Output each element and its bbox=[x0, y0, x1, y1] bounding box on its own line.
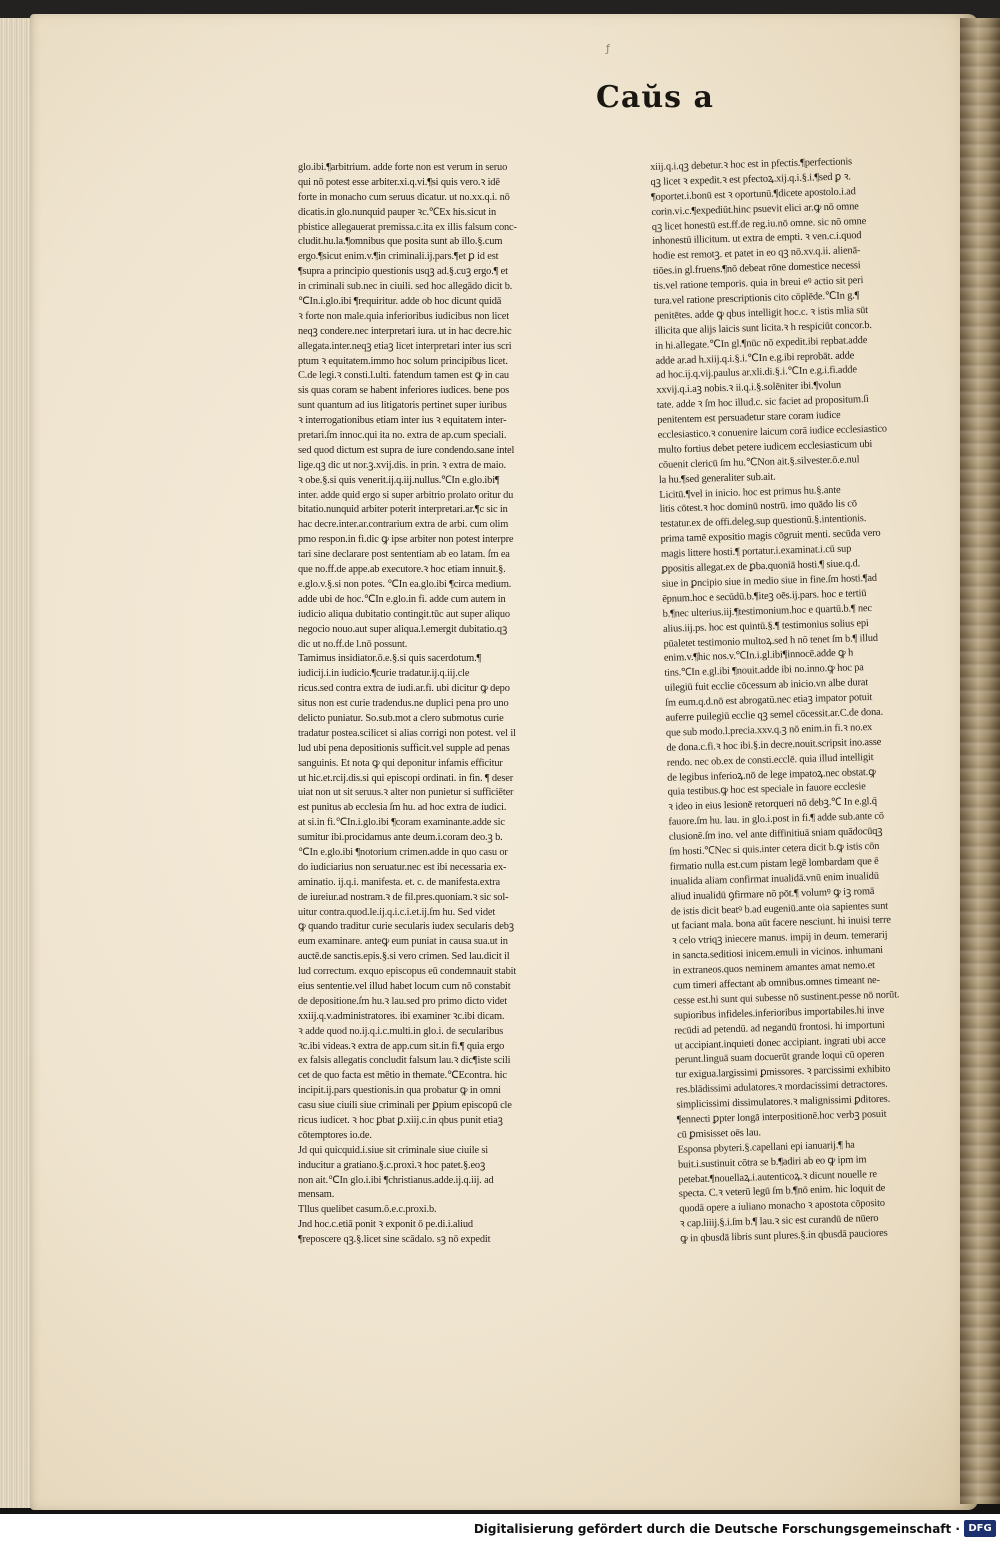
text-line: cesse est.hi sunt qui subesse nō sustinent.pesse nō norūt. bbox=[673, 989, 900, 1007]
text-line: situs non est curie tradendus.ne duplici pena pro uno bbox=[298, 698, 509, 710]
text-line: petebat.¶nouellaꝝ.i.autenticoꝝ.ꝛ dicunt nouelle re bbox=[678, 1168, 878, 1186]
text-line: do iudiciarius non seruatur.nec est ibi necessaria ex- bbox=[298, 861, 507, 873]
text-line: res.blādissimi adulatores.ꝛ mordacissimi detractores. bbox=[675, 1078, 888, 1096]
text-line: sumitur ibi.procidamus ante deum.i.coram deo.ꝫ b. bbox=[298, 832, 503, 844]
text-line: magis littere hosti.¶ portatur.i.examinat.i.cū sup bbox=[660, 543, 852, 561]
pencil-mark: ƒ bbox=[606, 42, 610, 55]
text-line: ricus iudicet. ꝛ hoc ꝑbat ꝑ.xiij.c.in qbus punit etiaꝫ bbox=[298, 1115, 503, 1126]
text-line: tur exigua.largissimi ꝑmissores. ꝛ parcissimi exhibito bbox=[675, 1063, 891, 1081]
text-line: negocio nouo.aut super aliqua.l.emergit dubitatio.qꝫ bbox=[298, 623, 508, 635]
text-line: de iureiur.ad nostram.ꝛ de fil.pres.quoniam.ꝛ sic sol- bbox=[298, 891, 509, 903]
text-line: tiōes.in gl.fruens.¶nō debeat rōne domestice necessi bbox=[652, 260, 861, 278]
text-line: ꝛ obe.§.si quis venerit.ij.q.iij.nullus.℃In e.glo.ibi¶ bbox=[298, 474, 500, 486]
text-line: inhonestū illicitum. ut extra de empti. ꝛ ven.c.i.quod bbox=[652, 230, 862, 248]
text-line: rendo. nec ob.ex de consti.ecclē. quia illud intelligit bbox=[666, 751, 874, 769]
text-line: hodie est remotꝫ. et patet in eo qꝫ nō.xv.q.ii. alienā- bbox=[652, 245, 861, 263]
text-line: ℃In.i.glo.ibi ¶requiritur. adde ob hoc dicunt quidā bbox=[298, 296, 502, 308]
left-text-column bbox=[298, 161, 606, 1248]
text-line: illicita que alijs laicis sunt licita.ꝛ h respiciūt concor.b. bbox=[654, 319, 872, 337]
text-line: ꝛ ideo in eius lesionē retorqueri nō debꝫ.℃ In e.gl.q̄ bbox=[667, 796, 877, 814]
text-line: cōuenit clericū ſm hu.℃Non ait.§.silvester.ō.e.nul bbox=[658, 454, 860, 471]
text-line: litis cōtest.ꝛ hoc dominū nostrū. imo quādo lis cō bbox=[659, 498, 857, 516]
text-line: pbistice allegauerat premissa.c.ita ex illis falsum conc- bbox=[298, 221, 517, 233]
text-line: siue in ꝑncipio siue in medio siue in fine.ſm hosti.¶ad bbox=[661, 572, 878, 590]
text-line: de legibus inferioꝝ.nō de lege impatoꝝ.nec obstat.ꝙ bbox=[667, 766, 876, 784]
text-line: cū ꝑmisisset oēs lau. bbox=[677, 1127, 762, 1141]
text-line: aminatio. ij.q.i. manifesta. et. c. de manifesta.extra bbox=[298, 876, 500, 888]
text-line: ptum ꝛ equitatem.immo hoc solum principibus licet. bbox=[298, 355, 508, 367]
text-line: ꝙ quando traditur curie secularis iudex secularis debꝫ bbox=[298, 921, 514, 933]
text-line: Jd qui quicquid.i.siue sit criminale siue ciuile si bbox=[298, 1144, 489, 1156]
text-line: tari sine declarare post sententiam ab eo latam. ſm ea bbox=[298, 549, 510, 561]
text-line: eius sententie.vel illud habet locum cum nō constabit bbox=[298, 980, 511, 992]
text-line: ¶ennecti ꝑpter longā interpositionē.hoc verbꝫ posuit bbox=[676, 1108, 887, 1126]
text-line: uilegiū fuit ecclie cōcessum ab inicio.vn albe durat bbox=[664, 677, 869, 694]
right-text-column bbox=[650, 153, 968, 1248]
text-line: auctē.de sanctis.epis.§.si vero crimen. Sed lau.dicit il bbox=[298, 951, 510, 963]
text-line: penitētes. adde ꝙ qbus intelligit hoc.c. ꝛ istis mlia sūt bbox=[654, 304, 869, 322]
text-line: adde ar.ad h.xiij.q.i.§.i.℃In e.g.ibi reprobāt. adde bbox=[655, 349, 855, 367]
text-line: ut accipiant.inquieti donec accipiant. ingrati ubi acce bbox=[674, 1034, 886, 1052]
text-line: cōtemptores io.de. bbox=[298, 1129, 372, 1141]
text-line: supioribus infideles.inferioribus importabiles.hi inve bbox=[673, 1004, 885, 1022]
text-line: in criminali sub.nec in ciuili. sed hoc allegādo dicit b. bbox=[298, 281, 513, 293]
text-line: ¶reposcere qꝫ.§.licet sine scādalo. sꝫ nō expedit bbox=[298, 1234, 491, 1246]
text-line: tate. adde ꝛ ſm hoc illud.c. sic faciet ad propositum.ſi bbox=[656, 394, 869, 412]
text-line: ꝙ in qbusdā libris sunt plures.§.in qbusdā pauciores bbox=[679, 1227, 888, 1245]
text-line: ꝛ interrogationibus etiam inter ius ꝛ equitatem inter- bbox=[298, 415, 507, 427]
text-line: auferre puilegiū ecclie qꝫ semel cōcessit.ar.C.de dona. bbox=[665, 706, 884, 724]
text-line: Tllus quelibet casum.ō.e.c.proxi.b. bbox=[298, 1204, 437, 1216]
text-line: uitur contra.quod.le.ij.q.i.c.i.et.ij.ſm hu. Sed videt bbox=[298, 906, 496, 918]
text-line: clusionē.ſm ino. vel ante diffinitiuā sniam quādocūqꝫ bbox=[668, 825, 883, 843]
text-line: uiat non ut sit seruus.ꝛ alter non punietur si sufficiēter bbox=[298, 787, 514, 799]
text-line: simplicissimi dissimulatores.ꝛ malignissimi ꝑditores. bbox=[676, 1093, 891, 1111]
text-line: C.de legi.ꝛ consti.l.ulti. fatendum tamen est ꝙ in cau bbox=[298, 370, 509, 382]
text-line: recūdi ad petendū. ad negandū frontosi. hi importuni bbox=[674, 1019, 886, 1037]
text-line: hac decre.inter.ar.contrarium extra de arbi. cum olim bbox=[298, 519, 509, 531]
text-line: in extraneos.quos neminem amantes amat nemo.et bbox=[672, 960, 876, 977]
text-line: xiij.q.i.qꝫ debetur.ꝛ hoc est in pfectis.¶perfectionis bbox=[650, 156, 853, 173]
text-line: b.¶nec ulterius.iij.¶testimonium.hoc e quartū.b.¶ nec bbox=[662, 602, 873, 620]
text-line: ſm hosti.℃Nec si quis.inter cetera dicit b.ꝙ istis cōn bbox=[669, 840, 880, 858]
text-line: lud ubi pena depositionis sufficit.vel supple ad penas bbox=[298, 742, 510, 754]
text-line: ꝛ forte non male.quia inferioribus iudicibus non licet bbox=[298, 310, 509, 322]
text-line: aliud inualidū ꝯfirmare nō pōt.¶ volumꝰ ꝙ iꝫ romā bbox=[670, 885, 875, 903]
text-line: qui nō potest esse arbiter.xi.q.vi.¶si quis vero.ꝛ idē bbox=[298, 176, 500, 188]
text-line: in hi.allegate.℃In gl.¶nūc nō expedit.ibi repbat.adde bbox=[655, 334, 868, 352]
text-line: que sub modo.l.precia.xxv.q.ꝫ nō enim.in fi.ꝛ no.ex bbox=[665, 721, 873, 739]
text-line: ¶supra a principio questionis usqꝫ ad.§.cuꝫ ergo.¶ et bbox=[298, 266, 508, 278]
text-line: pretari.ſm innoc.qui ita no. extra de ap.cum speciali. bbox=[298, 430, 507, 442]
text-line: buit.i.sustinuit cōtra se b.¶adiri ab eo ꝙ ipm im bbox=[677, 1154, 867, 1171]
text-line: ricus.sed contra extra de iudi.ar.fi. ubi dicitur ꝙ depo bbox=[298, 683, 510, 695]
running-head: Caŭs a bbox=[596, 80, 714, 115]
text-line: inualida aliam confirmat inualidā.vnū enim inualidū bbox=[669, 870, 879, 888]
text-line: Jnd hoc.c.etiā ponit ꝛ exponit ō pe.di.i.aliud bbox=[298, 1219, 473, 1231]
text-line: ex falsis allegatis concludit falsum lau.ꝛ dic¶iste scili bbox=[298, 1055, 511, 1067]
text-line: ergo.¶sicut enim.v.¶in criminali.ij.pars.¶et ꝑ id est bbox=[298, 251, 499, 263]
text-line: ¶oportet.i.bonū est ꝛ oportunū.¶dicete apostolo.i.ad bbox=[650, 186, 856, 203]
text-line: cludit.hu.la.¶omnibus que posita sunt ab illo.§.cum bbox=[298, 236, 503, 248]
text-line: tradatur postea.scilicet si alias corrigi non potest. vel il bbox=[298, 727, 516, 739]
text-line: quodā opere a iuliano monacho ꝛ apostota cōposito bbox=[679, 1198, 885, 1215]
text-line: iudicij.i.in iudicio.¶curie tradatur.ij.q.iij.cle bbox=[298, 668, 470, 680]
text-line: casu siue ciuili siue criminali per ꝑpium episcopū cle bbox=[298, 1100, 512, 1112]
text-line: ſm eum.q.d.nō est abrogatū.nec etiaꝫ impator potuit bbox=[664, 692, 873, 709]
text-line: delicto puniatur. So.sub.mot a clero submotus curie bbox=[298, 712, 504, 724]
text-line: sanguinis. Et nota ꝙ qui deponitur infamis efficitur bbox=[298, 757, 503, 769]
text-line: tis.vel ratione temporis. quia in breui eꝰ actio sit peri bbox=[653, 275, 864, 293]
text-line: que no.ff.de appe.ab executore.ꝛ hoc etiam innuit.§. bbox=[298, 564, 506, 576]
text-line: neqꝫ condere.nec interpretari iura. ut in hac decre.hic bbox=[298, 325, 512, 337]
text-line: Licitū.¶vel in inicio. hoc est primus hu.§.ante bbox=[659, 484, 841, 501]
text-line: cum timeri affectant ab omnibus.omnes timeant ne- bbox=[672, 974, 880, 992]
text-line: de dona.c.fi.ꝛ hoc ibi.§.in decre.nouit.scripsit ino.asse bbox=[666, 736, 882, 754]
text-line: non ait.℃In glo.i.ibi ¶christianus.adde.ij.q.iij. ad bbox=[298, 1174, 494, 1186]
text-line: testatur.ex de offi.deleg.sup questionū.§.intentionis. bbox=[660, 513, 867, 531]
text-line: iudicio aliqua dubitatio contingit.tūc aut super aliquo bbox=[298, 608, 510, 620]
text-line: bitatio.nunquid arbiter poterit interpretari.ar.¶c sic in bbox=[298, 504, 508, 516]
text-line: la hu.¶sed generaliter sub.ait. bbox=[658, 471, 776, 486]
text-line: cet de quo facta est mētio in themate.℃Econtra. hic bbox=[298, 1070, 507, 1082]
text-line: dic ut no.ff.de l.nō possunt. bbox=[298, 638, 408, 650]
text-line: ut faciant mala. bona aūt facere nesciunt. hi inuisi terre bbox=[671, 914, 891, 933]
text-line: qꝫ licet honestū est.ff.de reg.iu.nō omne. sic nō omne bbox=[651, 215, 867, 233]
text-line: ꝛ cap.liiij.§.i.ſm b.¶ lau.ꝛ sic est curandū de nūero bbox=[679, 1213, 879, 1230]
text-line: specta. C.ꝛ veterū legū ſm b.¶nō enim. hic loquit de bbox=[678, 1183, 886, 1201]
text-line: pūaletet testimonio multoꝝ.sed h nō tenet ſm b.¶ illud bbox=[663, 632, 879, 650]
text-line: qꝫ licet ꝛ expedit.ꝛ est pfectoꝝ.xij.q.i.§.i.¶sed ꝑ ꝛ. bbox=[650, 171, 851, 188]
text-line: ēpnum.hoc e secūdū.b.¶iteꝫ oēs.ij.pars. hoc e tertiū bbox=[662, 587, 867, 605]
text-line: Tamimus insidiator.ō.e.§.si quis sacerdotum.¶ bbox=[298, 653, 482, 665]
text-line: ꝛc.ibi videas.ꝛ extra de app.cum sit.in fi.¶ quia ergo bbox=[298, 1040, 505, 1052]
text-line: sunt quantum ad ius litigatoris pertinet super iuribus bbox=[298, 400, 507, 412]
text-line: forte in monacho cum seruus dicatur. ut no.xx.q.i. nō bbox=[298, 191, 510, 203]
text-line: lige.qꝫ dic ut nor.ꝫ.xvij.dis. in prin. ꝛ extra de maio. bbox=[298, 459, 506, 471]
text-line: quia testibus.ꝙ hoc est speciale in fauore ecclesie bbox=[667, 781, 866, 799]
text-line: inter. adde quid ergo si super arbitrio prolato oritur du bbox=[298, 489, 514, 501]
text-line: at si.in fi.℃In.i.glo.ibi ¶coram examinante.adde sic bbox=[298, 817, 505, 829]
text-line: sis quas coram se habent inferiores iudices. bene pos bbox=[298, 385, 510, 397]
text-line: ꝛ adde quod no.ij.q.i.c.multi.in glo.i. de secularibus bbox=[298, 1025, 504, 1037]
text-line: firmatio nulla est.cum pistam legē lombardam que ē bbox=[669, 855, 879, 873]
text-line: ut hic.et.rcij.dis.si qui episcopi ordinati. in fin. ¶ deser bbox=[298, 772, 514, 784]
text-line: allegata.inter.neqꝫ etiaꝫ licet interpretari inter ius scri bbox=[298, 340, 512, 352]
text-line: ecclesiastico.ꝛ conuenire laicum corā iudice ecclesiastico bbox=[657, 423, 888, 441]
text-line: prima tamē expositio magis cōgruit menti. secūda vero bbox=[660, 527, 881, 546]
text-line: perunt.linguā suam docuerūt grande loqui cū operen bbox=[674, 1049, 885, 1067]
text-line: eum examinare. anteꝙ eum puniat in causa sua.ut in bbox=[298, 936, 508, 948]
text-line: alius.iij.ps. hoc est quintū.§.¶ testimonius solius epi bbox=[662, 617, 869, 635]
text-line: corin.vi.c.¶expediūt.hinc psuevit elici ar.ꝙ nō omne bbox=[651, 200, 859, 218]
text-line: tins.℃In e.gl.ibi ¶nouit.adde ibi no.inno.ꝙ hoc pa bbox=[664, 662, 864, 680]
text-line: e.glo.v.§.si non potes. ℃In ea.glo.ibi ¶circa medium. bbox=[298, 578, 512, 590]
text-line: tura.vel ratione prescriptionis cito cōplēde.℃In g.¶ bbox=[653, 290, 860, 307]
text-line: ad hoc.ij.q.vij.paulus ar.xli.di.§.i.℃In e.g.i.fi.adde bbox=[655, 364, 858, 382]
text-line: Esponsa pbyteri.§.capellani epi ianuarij.¶ ha bbox=[677, 1139, 855, 1156]
text-line: ℃In e.glo.ibi ¶notorium crimen.adde in quo casu or bbox=[298, 846, 508, 858]
funding-notice: Digitalisierung gefördert durch die Deutsche Forschungsgemeinschaft · bbox=[473, 1522, 960, 1536]
text-line: fauore.ſm hu. lau. in glo.i.post in fi.¶ adde sub.ante cō bbox=[668, 810, 885, 828]
book-right-edge bbox=[960, 18, 1000, 1504]
text-line: lud correctum. exquo episcopus eū condemnauit stabit bbox=[298, 966, 517, 978]
text-line: glo.ibi.¶arbitrium. adde forte non est verum in seruo bbox=[298, 162, 508, 173]
text-line: multo fortius debet petere iudicem ecclesiasticum ubi bbox=[657, 438, 873, 456]
text-line: mensam. bbox=[298, 1189, 335, 1201]
text-line: penitentem est persuadetur stare coram iudice bbox=[657, 409, 841, 427]
text-line: enim.v.¶hic nos.v.℃In.i.gl.ibi¶innocē.adde ꝙ h bbox=[663, 647, 854, 665]
text-line: incipit.ij.pars questionis.in qua probatur ꝙ in omni bbox=[298, 1085, 501, 1097]
text-line: adde ubi de hoc.℃In e.glo.in fi. adde cum autem in bbox=[298, 593, 506, 605]
text-line: inducitur a gratiano.§.c.proxi.ꝛ hoc patet.§.eoꝫ bbox=[298, 1159, 486, 1171]
text-line: xxvij.q.i.aꝫ nobis.ꝛ ii.q.i.§.solēniter ibi.¶volun bbox=[656, 380, 842, 397]
text-line: ꝑpositis allegat.ex de ꝑba.quoniā hosti.¶ siue.q.d. bbox=[661, 558, 861, 575]
text-line: in sancta.seditiosi inicem.emuli in vicinos. inhumani bbox=[672, 945, 884, 962]
text-line: xxiij.q.v.administratores. ibi examiner ꝛc.ibi dicam. bbox=[298, 1010, 505, 1022]
dfg-logo: DFG bbox=[964, 1520, 996, 1537]
text-line: de istis dicit beatꝰ b.ad eugeniū.ante oia sapientes sunt bbox=[670, 900, 889, 918]
text-line: de depositione.ſm hu.ꝛ lau.sed pro primo dicto videt bbox=[298, 995, 507, 1007]
text-line: pmo respon.in fi.dic ꝙ ipse arbiter non potest interpre bbox=[298, 534, 514, 546]
text-line: est punitus ab ecclesia ſm hu. ad hoc extra de iudici. bbox=[298, 802, 507, 814]
text-line: ꝛ celo vtriqꝫ iniecere manus. impij in deum. temerarij bbox=[671, 929, 888, 948]
text-line: dicatis.in glo.nunquid pauper ꝛc.℃Ex his.sicut in bbox=[298, 206, 497, 218]
text-line: sed quod dictum est supra de iure condendo.sane intel bbox=[298, 444, 515, 456]
